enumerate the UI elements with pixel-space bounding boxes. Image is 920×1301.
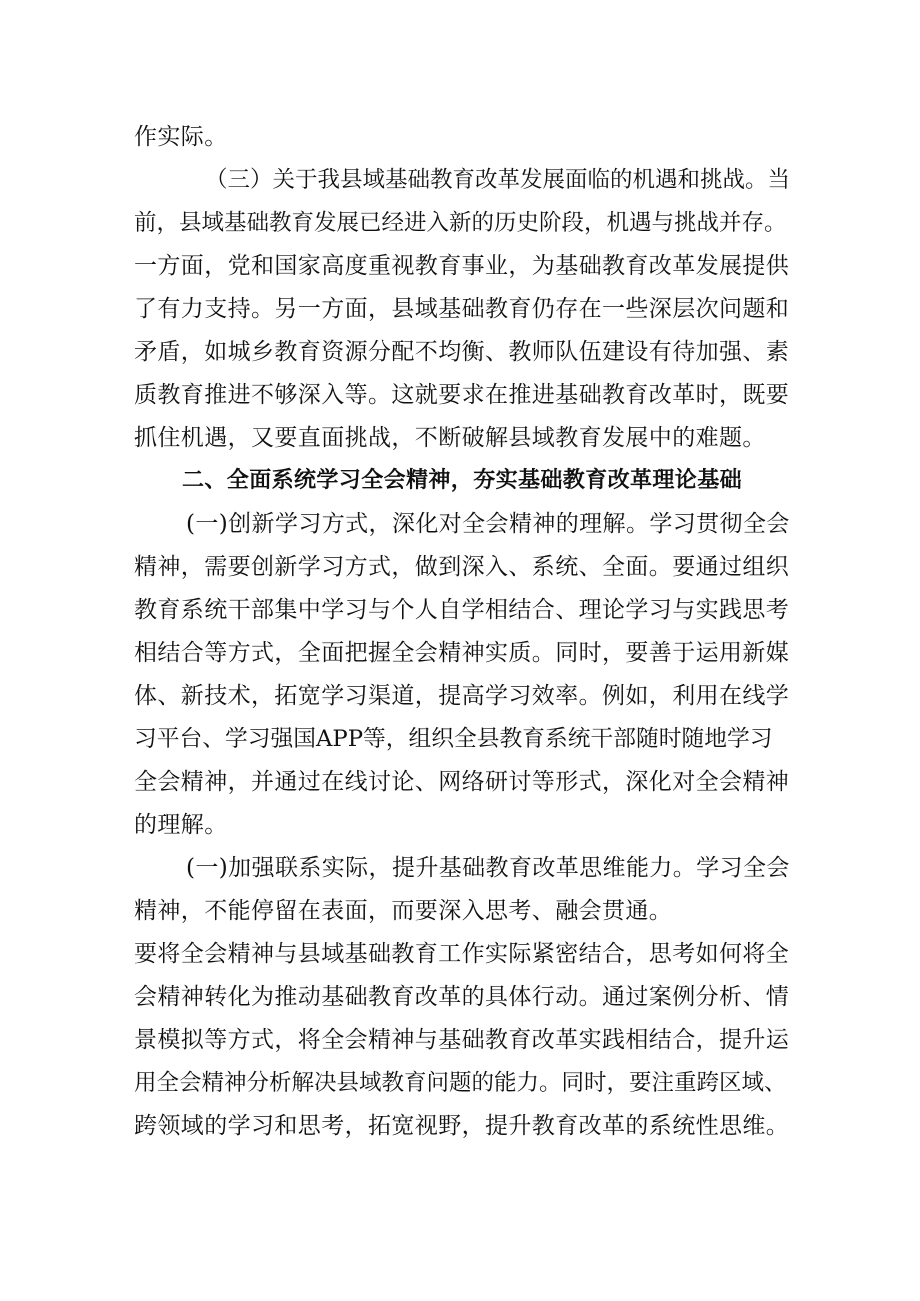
text-line: 矛盾，如城乡教育资源分配不均衡、教师队伍建设有待加强、素	[134, 339, 790, 365]
text-line: 相结合等方式，全面把握全会精神实质。同时，要善于运用新媒	[134, 640, 790, 666]
section-heading-three: （三）关于我县域基础教育改革发展面临的机遇和挑战。当	[205, 167, 791, 193]
text-line: 一方面，党和国家高度重视教育事业，为基础教育改革发展提供	[134, 253, 790, 279]
text-line: 体、新技术，拓宽学习渠道，提高学习效率。例如，利用在线学	[134, 683, 790, 709]
text-line: 教育系统干部集中学习与个人自学相结合、理论学习与实践思考	[134, 597, 790, 623]
text-line: 会精神转化为推动基础教育改革的具体行动。通过案例分析、情	[134, 984, 790, 1010]
text-line: 作实际。	[134, 124, 228, 150]
text-line: 精神，不能停留在表面，而要深入思考、融会贯通。	[134, 898, 673, 924]
text-line: 景模拟等方式，将全会精神与基础教育改革实践相结合，提升运	[134, 1027, 790, 1053]
text-line: 用全会精神分析解决县域教育问题的能力。同时，要注重跨区域、	[134, 1070, 787, 1096]
text-line: 前，县域基础教育发展已经进入新的历史阶段，机遇与挑战并存。	[134, 210, 787, 236]
subsection-heading-two: (一)加强联系实际，提升基础教育改革思维能力。学习全会	[186, 855, 790, 881]
text-line: 了有力支持。另一方面，县域基础教育仍存在一些深层次问题和	[134, 296, 790, 322]
section-heading-two: 二、全面系统学习全会精神，夯实基础教育改革理论基础	[182, 468, 743, 493]
subsection-heading-one: (一)创新学习方式，深化对全会精神的理解。学习贯彻全会	[186, 511, 790, 537]
text-line: 要将全会精神与县域基础教育工作实际紧密结合，思考如何将全	[134, 941, 790, 967]
text-line: 全会精神，并通过在线讨论、网络研讨等形式，深化对全会精神	[134, 769, 790, 795]
text-line: 质教育推进不够深入等。这就要求在推进基础教育改革时，既要	[134, 382, 790, 408]
text-line: 跨领域的学习和思考，拓宽视野，提升教育改革的系统性思维。	[134, 1113, 790, 1139]
text-line: 抓住机遇，又要直面挑战，不断破解县域教育发展中的难题。	[134, 425, 766, 451]
text-line: 习平台、学习强国APP等，组织全县教育系统干部随时随地学习	[134, 726, 773, 752]
text-line: 精神，需要创新学习方式，做到深入、系统、全面。要通过组织	[134, 554, 790, 580]
text-line: 的理解。	[134, 812, 228, 838]
